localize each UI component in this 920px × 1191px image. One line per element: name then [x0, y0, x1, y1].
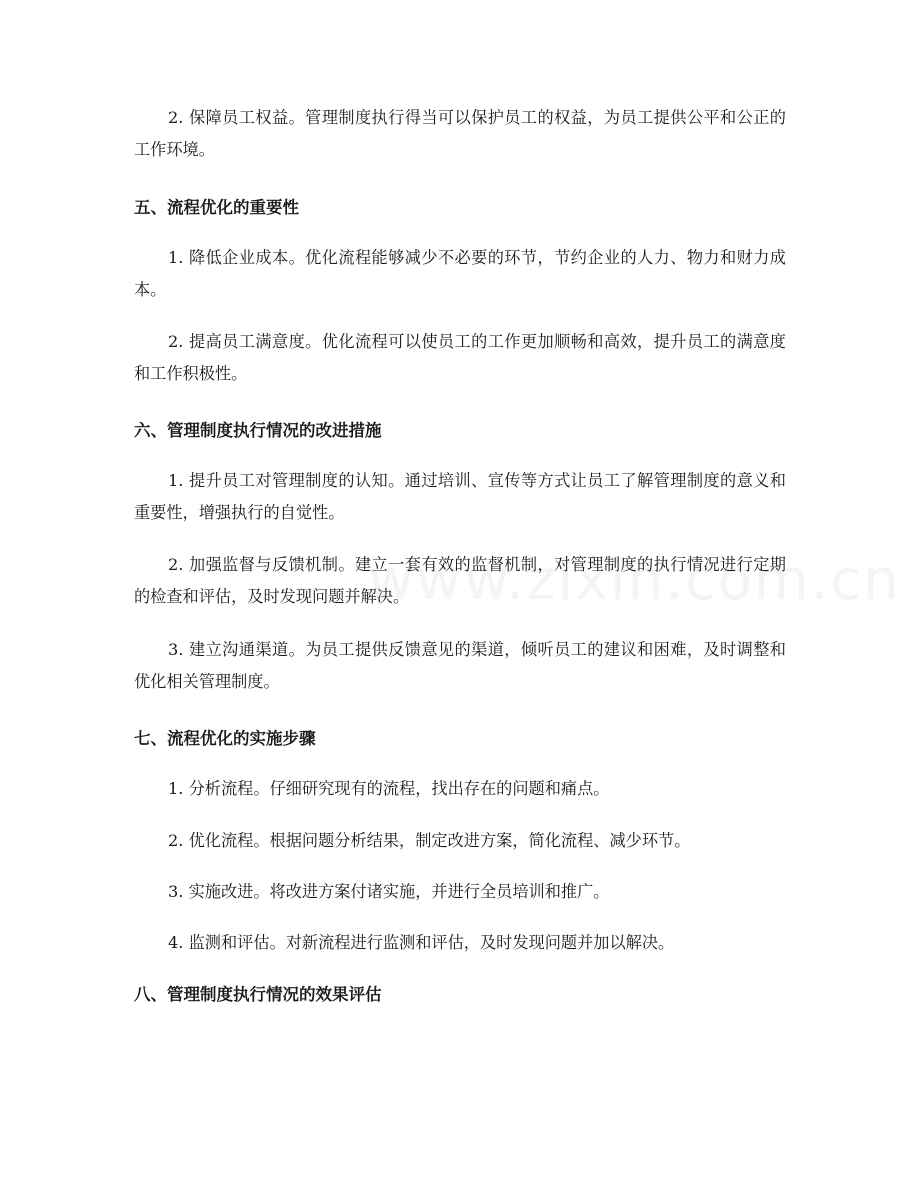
paragraph-improve-awareness: 1. 提升员工对管理制度的认知。通过培训、宣传等方式让员工了解管理制度的意义和重要性，增强执行的自觉性。: [134, 471, 786, 522]
paragraph-protect-employee-rights: 2. 保障员工权益。管理制度执行得当可以保护员工的权益，为员工提供公平和公正的工作环境。: [134, 108, 786, 159]
section-heading-5: 五、流程优化的重要性: [134, 198, 299, 217]
paragraph-analyze-process: 1. 分析流程。仔细研究现有的流程，找出存在的问题和痛点。: [168, 779, 610, 798]
paragraph-reduce-cost: 1. 降低企业成本。优化流程能够减少不必要的环节，节约企业的人力、物力和财力成本。: [134, 248, 786, 299]
paragraph-implement-improvement: 3. 实施改进。将改进方案付诸实施，并进行全员培训和推广。: [168, 882, 610, 901]
section-heading-8: 八、管理制度执行情况的效果评估: [134, 985, 382, 1004]
paragraph-supervision-feedback: 2. 加强监督与反馈机制。建立一套有效的监督机制，对管理制度的执行情况进行定期的检查和评估，及时发现问题并解决。: [134, 555, 786, 606]
paragraph-optimize-process: 2. 优化流程。根据问题分析结果，制定改进方案，简化流程、减少环节。: [168, 831, 691, 850]
paragraph-communication-channel: 3. 建立沟通渠道。为员工提供反馈意见的渠道，倾听员工的建议和困难，及时调整和优化相关管理制度。: [134, 640, 786, 691]
paragraph-employee-satisfaction: 2. 提高员工满意度。优化流程可以使员工的工作更加顺畅和高效，提升员工的满意度和工作积极性。: [134, 332, 786, 383]
section-heading-7: 七、流程优化的实施步骤: [134, 729, 316, 748]
paragraph-monitor-evaluate: 4. 监测和评估。对新流程进行监测和评估，及时发现问题并加以解决。: [168, 933, 675, 952]
section-heading-6: 六、管理制度执行情况的改进措施: [134, 421, 382, 440]
